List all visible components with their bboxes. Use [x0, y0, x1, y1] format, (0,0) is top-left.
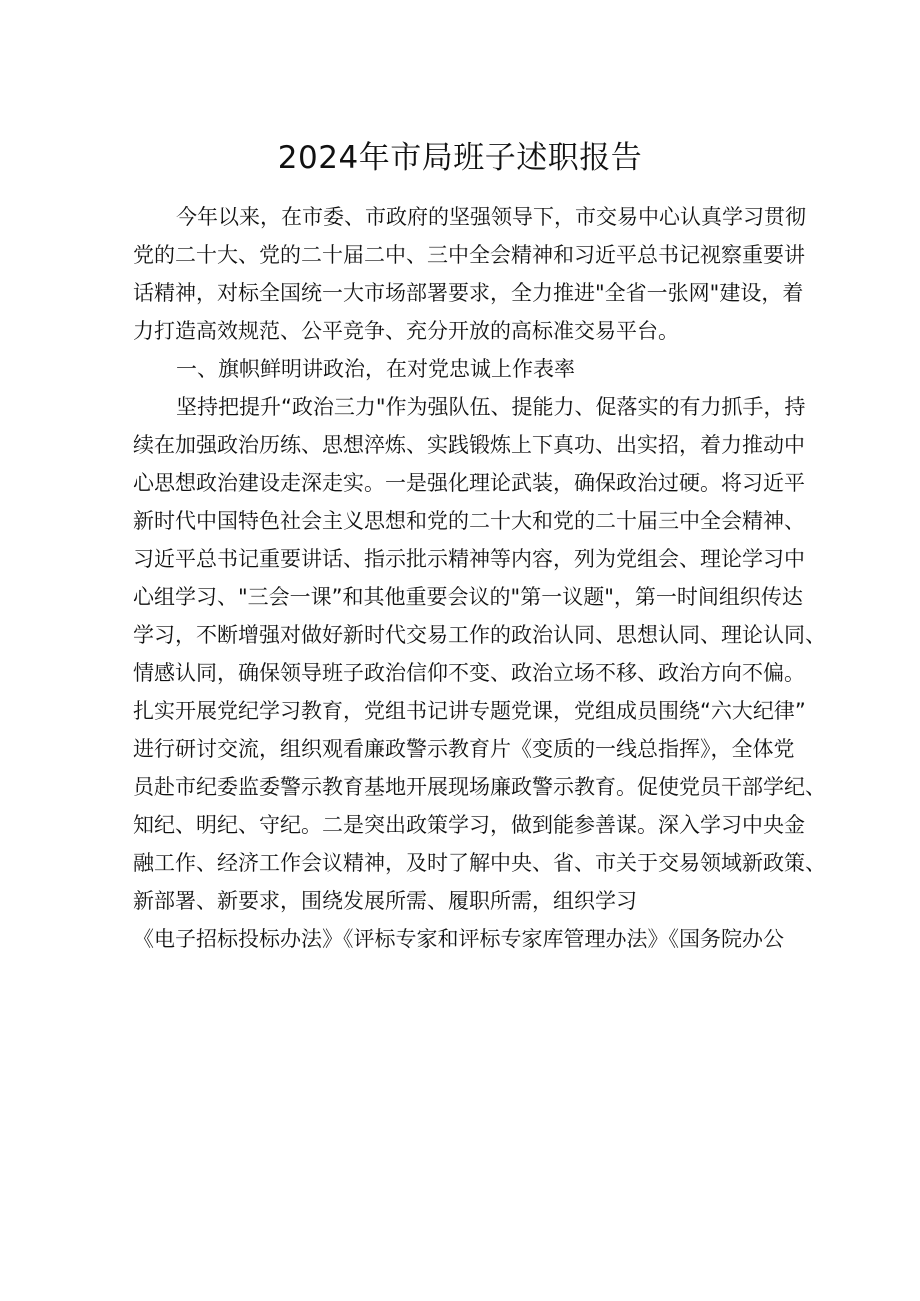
paragraph-line: 学习，不断增强对做好新时代交易工作的政治认同、思想认同、理论认同、 [133, 623, 826, 647]
document-body [133, 198, 826, 958]
paragraph-line: 习近平总书记重要讲话、指示批示精神等内容，列为党组会、理论学习中 [133, 547, 805, 571]
paragraph-line: 知纪、明纪、守纪。二是突出政策学习，做到能参善谋。深入学习中央金 [133, 813, 805, 837]
paragraph-line: 新时代中国特色社会主义思想和党的二十大和党的二十届三中全会精神、 [133, 509, 805, 533]
paragraph-line: 《电子招标投标办法》《评标专家和评标专家库管理办法》《国务院办公 [133, 927, 784, 951]
paragraph-line: 话精神，对标全国统一大市场部署要求，全力推进"全省一张网"建设，着 [133, 281, 804, 305]
paragraph-line: 今年以来，在市委、市政府的坚强领导下，市交易中心认真学习贯彻 [176, 205, 806, 229]
paragraph-line: 扎实开展党纪学习教育，党组书记讲专题党课，党组成员围绕“六大纪律” [133, 699, 806, 723]
paragraph-line: 进行研讨交流，组织观看廉政警示教育片《变质的一线总指挥》，全体党 [133, 737, 795, 761]
paragraph-line: 续在加强政治历练、思想淬炼、实践锻炼上下真功、出实招，着力推动中 [133, 433, 805, 457]
paragraph-line: 融工作、经济工作会议精神，及时了解中央、省、市关于交易领域新政策、 [133, 851, 826, 875]
paragraph-line: 心思想政治建设走深走实。一是强化理论武装，确保政治过硬。将习近平 [133, 471, 805, 495]
paragraph-line: 新部署、新要求，围绕发展所需、履职所需，组织学习 [133, 889, 637, 913]
paragraph-line: 心组学习、"三会一课”和其他重要会议的"第一议题"，第一时间组织传达 [133, 585, 803, 609]
page-title: 2024年市局班子述职报告 [277, 140, 643, 176]
paragraph-line: 员赴市纪委监委警示教育基地开展现场廉政警示教育。促使党员干部学纪、 [133, 775, 826, 799]
paragraph-line: 情感认同，确保领导班子政治信仰不变、政治立场不移、政治方向不偏。 [133, 661, 805, 685]
paragraph-line: 坚持把提升“政治三力"作为强队伍、提能力、促落实的有力抓手，持 [176, 395, 806, 419]
paragraph-line: 党的二十大、党的二十届二中、三中全会精神和习近平总书记视察重要讲 [133, 243, 805, 267]
paragraph-line: 力打造高效规范、公平竞争、充分开放的高标准交易平台。 [133, 319, 679, 343]
section-heading: 一、旗帜鲜明讲政治，在对党忠诚上作表率 [176, 357, 575, 381]
